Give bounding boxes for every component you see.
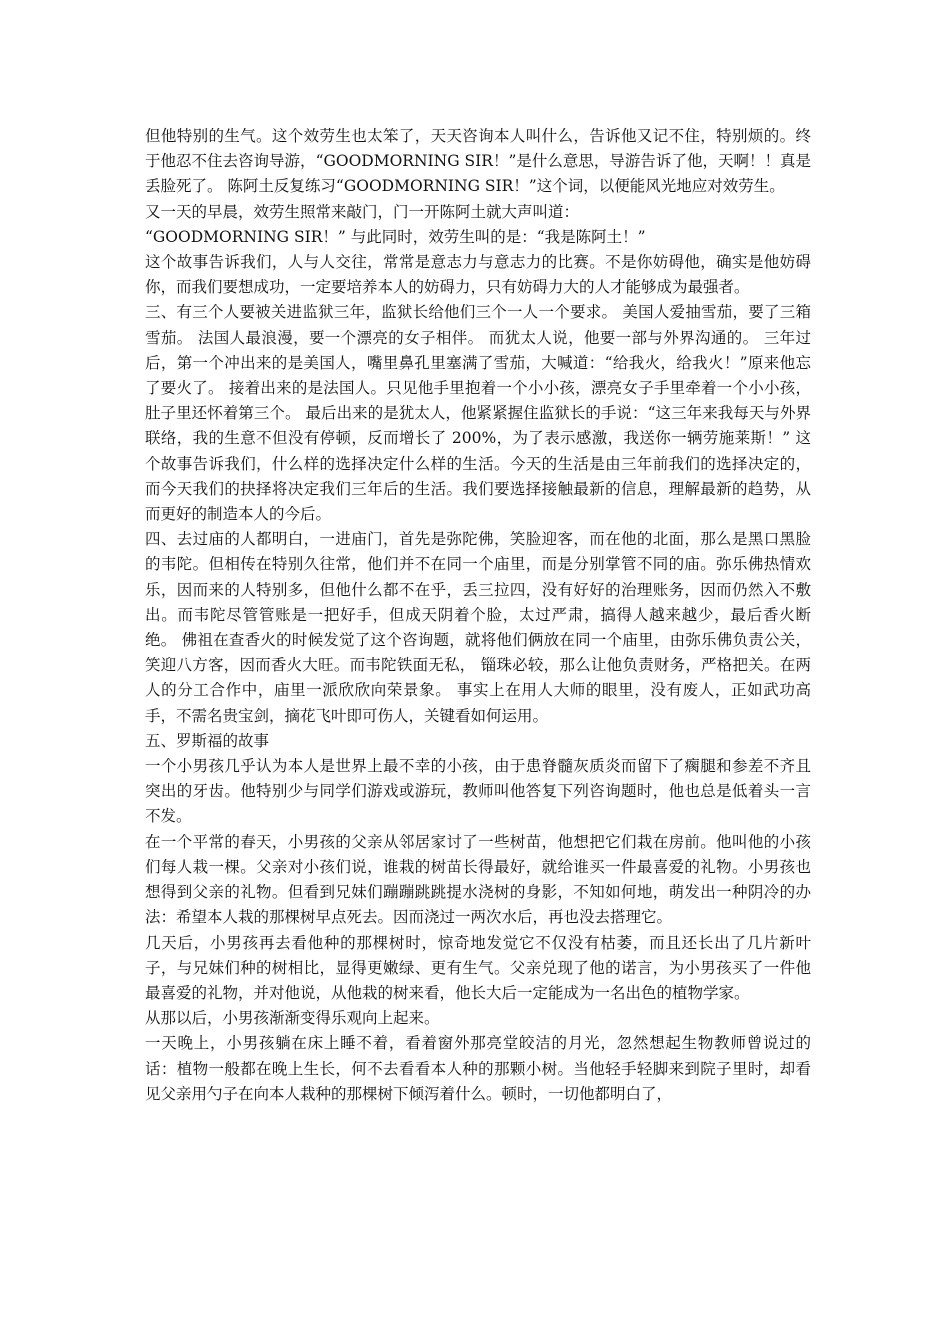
paragraph-11: 从那以后，小男孩渐渐变得乐观向上起来。: [145, 1009, 440, 1028]
paragraph-10: 几天后，小男孩再去看他种的那棵树时，惊奇地发觉它不仅没有枯萎，而且还长出了几片新叶子，与兄妹们种的树相比，显得更嫩绿、更有生气。父亲兑现了他的诺言，为小男孩买了一件他最喜爱的礼物，并对他说，从他栽的树来看，他长大后一定能成为一名出色的植物学家。: [145, 933, 811, 1002]
section-heading-roosevelt: 五、罗斯福的故事: [145, 731, 270, 750]
paragraph-5: 三、有三个人要被关进监狱三年，监狱长给他们三个一人一个要求。 美国人爱抽雪茄，要了三箱雪茄。 法国人最浪漫，要一个漂亮的女子相伴。 而犹太人说，他要一部与外界沟通的。 三年过后，第一个冲出来的是美国人，嘴里鼻孔里塞满了雪茄，大喊道：“给我火，给我火！”原来他忘了要火了。 接着出来的是法国人。只见他手里抱着一个小小孩，漂亮女子手里牵着一个小小孩，肚子里还怀着第三个。 最后出来的是犹太人，他紧紧握住监狱长的手说：“这三年来我每天与外界联络，我的生意不但没有停顿，反而增长了 200%，为了表示感激，我送你一辆劳施莱斯！” 这个故事告诉我们，什么样的选择决定什么样的生活。今天的生活是由三年前我们的选择决定的，而今天我们的抉择将决定我们三年后的生活。我们要选择接触最新的信息，理解最新的趋势，从而更好的制造本人的今后。: [145, 303, 811, 524]
document-body: [145, 124, 811, 1107]
paragraph-6: 四、去过庙的人都明白，一进庙门，首先是弥陀佛，笑脸迎客，而在他的北面，那么是黑口黑脸的韦陀。但相传在特别久往常，他们并不在同一个庙里，而是分别掌管不同的庙。弥乐佛热情欢乐，因而来的人特别多，但他什么都不在乎，丢三拉四，没有好好的治理账务，因而仍然入不敷出。而韦陀尽管管账是一把好手，但成天阴着个脸，太过严肃，搞得人越来越少，最后香火断绝。 佛祖在查香火的时候发觉了这个咨询题，就将他们俩放在同一个庙里，由弥乐佛负责公关，笑迎八方客，因而香火大旺。而韦陀铁面无私， 锱珠必较，那么让他负责财务，严格把关。在两人的分工合作中，庙里一派欣欣向荣景象。 事实上在用人大师的眼里，没有废人，正如武功高手，不需名贵宝剑，摘花飞叶即可伤人，关键看如何运用。: [145, 530, 811, 725]
paragraph-4: 这个故事告诉我们，人与人交往，常常是意志力与意志力的比赛。不是你妨碍他，确实是他妨碍你，而我们要想成功，一定要培养本人的妨碍力，只有妨碍力大的人才能够成为最强者。: [145, 253, 811, 297]
paragraph-9: 在一个平常的春天，小男孩的父亲从邻居家讨了一些树苗，他想把它们栽在房前。他叫他的小孩们每人栽一棵。父亲对小孩们说，谁栽的树苗长得最好，就给谁买一件最喜爱的礼物。小男孩也想得到父亲的礼物。但看到兄妹们蹦蹦跳跳提水浇树的身影，不知如何地，萌发出一种阴冷的办法：希望本人栽的那棵树早点死去。因而浇过一两次水后，再也没去搭理它。: [145, 832, 811, 927]
paragraph-3: “GOODMORNING SIR！” 与此同时，效劳生叫的是：“我是陈阿土！”: [145, 227, 646, 246]
paragraph-12: 一天晚上，小男孩躺在床上睡不着，看着窗外那亮堂皎洁的月光，忽然想起生物教师曾说过的话：植物一般都在晚上生长，何不去看看本人种的那颗小树。当他轻手轻脚来到院子里时，却看见父亲用勺子在向本人栽种的那棵树下倾泻着什么。顿时，一切他都明白了，: [145, 1034, 811, 1103]
paragraph-8: 一个小男孩几乎认为本人是世界上最不幸的小孩，由于患脊髓灰质炎而留下了瘸腿和参差不齐且突出的牙齿。他特别少与同学们游戏或游玩，教师叫他答复下列咨询题时，他也总是低着头一言不发。: [145, 757, 811, 826]
paragraph-2: 又一天的早晨，效劳生照常来敲门，门一开陈阿土就大声叫道：: [145, 202, 580, 221]
paragraph-1: 但他特别的生气。这个效劳生也太笨了，天天咨询本人叫什么，告诉他又记不住，特别烦的。终于他忍不住去咨询导游，“GOODMORNING SIR！”是什么意思，导游告诉了他，天啊！！真是丢脸死了。 陈阿土反复练习“GOODMORNING SIR！”这个词，以便能风光地应对效劳生。: [145, 127, 811, 196]
